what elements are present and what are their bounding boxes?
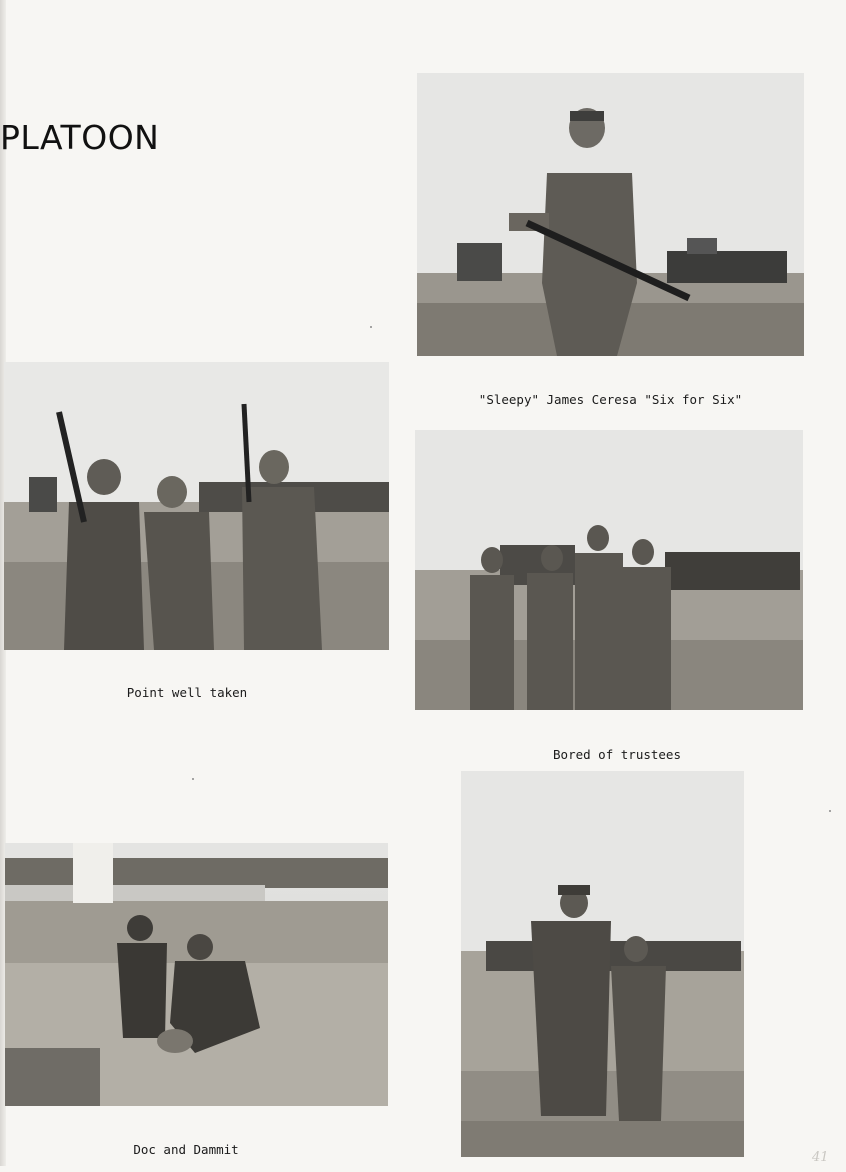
- photo-caption: [415, 717, 819, 777]
- caption-line: "Sleepy" James Ceresa "Six for Six": [478, 392, 743, 407]
- caption-line: Bored of trustees: [553, 747, 681, 762]
- photo-two-soldiers-with-dog: [5, 843, 388, 1106]
- print-speck: [829, 810, 831, 812]
- page-number: 41: [812, 1150, 829, 1165]
- photo-caption: [4, 655, 370, 715]
- caption-line: Point well taken: [126, 685, 248, 700]
- photo-soldier-with-rifle: [417, 73, 804, 356]
- photo-three-soldiers-with-rifles: [4, 362, 389, 650]
- print-speck: [370, 326, 372, 328]
- photo-two-soldiers-standing: [461, 771, 744, 1157]
- page-heading: PLATOON: [0, 118, 160, 157]
- photo-four-soldiers-standing: [415, 430, 803, 710]
- caption-line: Doc and Dammit: [133, 1142, 239, 1157]
- photo-caption: [5, 1112, 367, 1172]
- print-speck: [192, 778, 194, 780]
